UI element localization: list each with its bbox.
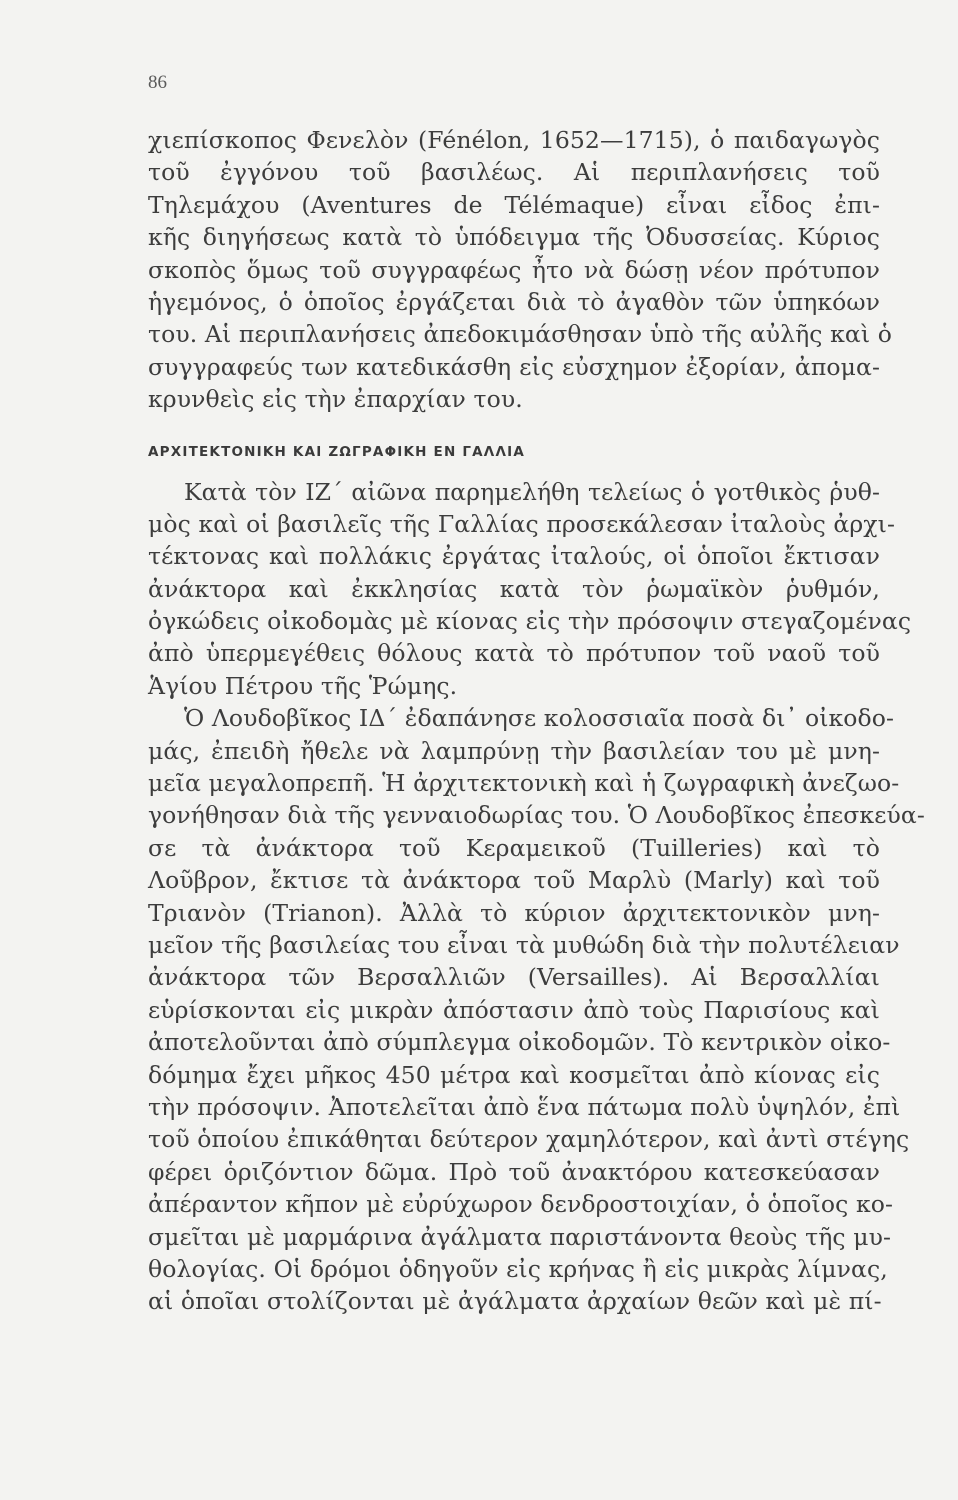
text-line: θολογίας. Οἱ δρόμοι ὁδηγοῦν εἰς κρήνας ἢ εἰς μικρὰς λίμνας, bbox=[148, 1254, 888, 1283]
section-heading: ΑΡΧΙΤΕΚΤΟΝΙΚΗ ΚΑΙ ΖΩΓΡΑΦΙΚΗ ΕΝ ΓΑΛΛΙΑ bbox=[148, 443, 525, 460]
page-number: 86 bbox=[148, 72, 167, 93]
text-line: κρυνθεὶς εἰς τὴν ἐπαρχίαν του. bbox=[148, 385, 523, 414]
text-line: μεῖον τῆς βασιλείας του εἶναι τὰ μυθώδη διὰ τὴν πολυτέλειαν bbox=[148, 930, 900, 959]
page-text bbox=[148, 124, 925, 1318]
text-line: σκοπὸς ὅμως τοῦ συγγραφέως ἦτο νὰ δώσῃ νέον πρότυπον bbox=[148, 255, 880, 284]
text-line: ἀπέραντον κῆπον μὲ εὐρύχωρον δενδροστοιχίαν, ὁ ὁποῖος κο- bbox=[148, 1190, 894, 1219]
text-line: Τριανὸν (Trianon). Ἀλλὰ τὸ κύριον ἀρχιτεκτονικὸν μνη- bbox=[148, 898, 880, 927]
text-line: κῆς διηγήσεως κατὰ τὸ ὑπόδειγμα τῆς Ὀδυσσείας. Κύριος bbox=[148, 223, 880, 252]
text-line: μὸς καὶ οἱ βασιλεῖς τῆς Γαλλίας προσεκάλεσαν ἰταλοὺς ἀρχι- bbox=[148, 509, 895, 538]
text-line: μάς, ἐπειδὴ ἤθελε νὰ λαμπρύνῃ τὴν βασιλείαν του μὲ μνη- bbox=[148, 736, 880, 765]
text-line: Ἁγίου Πέτρου τῆς Ῥώμης. bbox=[148, 671, 458, 700]
text-line: χιεπίσκοπος Φενελὸν (Fénélon, 1652—1715), ὁ παιδαγωγὸς bbox=[148, 126, 880, 154]
text-line: γονήθησαν διὰ τῆς γενναιοδωρίας του. Ὁ Λουδοβῖκος ἐπεσκεύα- bbox=[148, 801, 925, 830]
text-line: τὴν πρόσοψιν. Ἀποτελεῖται ἀπὸ ἕνα πάτωμα πολὺ ὑψηλόν, ἐπὶ bbox=[148, 1092, 901, 1121]
text-line: ἀνάκτορα τῶν Βερσαλλιῶν (Versailles). Αἱ Βερσαλλίαι bbox=[148, 963, 880, 992]
text-line: ἀπὸ ὑπερμεγέθεις θόλους κατὰ τὸ πρότυπον τοῦ ναοῦ τοῦ bbox=[148, 639, 880, 668]
text-line: ἀποτελοῦνται ἀπὸ σύμπλεγμα οἰκοδομῶν. Τὸ κεντρικὸν οἰκο- bbox=[148, 1028, 891, 1057]
text-line: ὀγκώδεις οἰκοδομὰς μὲ κίονας εἰς τὴν πρόσοψιν στεγαζομένας bbox=[148, 607, 912, 636]
text-line: δόμημα ἔχει μῆκος 450 μέτρα καὶ κοσμεῖται ἀπὸ κίονας εἰς bbox=[148, 1060, 880, 1089]
text-line: σε τὰ ἀνάκτορα τοῦ Κεραμεικοῦ (Tuilleries) καὶ τὸ bbox=[148, 833, 880, 862]
text-line: τέκτονας καὶ πολλάκις ἐργάτας ἰταλούς, οἱ ὁποῖοι ἔκτισαν bbox=[148, 542, 880, 571]
text-line: σμεῖται μὲ μαρμάρινα ἀγάλματα παριστάνοντα θεοὺς τῆς μυ- bbox=[148, 1222, 892, 1251]
text-line: εὑρίσκονται εἰς μικρὰν ἀπόστασιν ἀπὸ τοὺς Παρισίους καὶ bbox=[148, 995, 880, 1024]
text-line: τοῦ ὁποίου ἐπικάθηται δεύτερον χαμηλότερον, καὶ ἀντὶ στέγης bbox=[148, 1125, 910, 1154]
text-line: Τηλεμάχου (Aventures de Télémaque) εἶναι εἶδος ἐπι- bbox=[148, 190, 880, 219]
text-line: φέρει ὁριζόντιον δῶμα. Πρὸ τοῦ ἀνακτόρου κατεσκεύασαν bbox=[148, 1157, 880, 1186]
text-line: μεῖα μεγαλοπρεπῆ. Ἡ ἀρχιτεκτονικὴ καὶ ἡ ζωγραφικὴ ἀνεζωο- bbox=[148, 769, 900, 798]
text-line: του. Αἱ περιπλανήσεις ἀπεδοκιμάσθησαν ὑπὸ τῆς αὐλῆς καὶ ὁ bbox=[148, 320, 892, 349]
text-line: αἱ ὁποῖαι στολίζονται μὲ ἀγάλματα ἀρχαίων θεῶν καὶ μὲ πί- bbox=[148, 1287, 882, 1316]
text-line: ἀνάκτορα καὶ ἐκκλησίας κατὰ τὸν ῥωμαϊκὸν ῥυθμόν, bbox=[148, 574, 880, 603]
text-line: τοῦ ἐγγόνου τοῦ βασιλέως. Αἱ περιπλανήσεις τοῦ bbox=[148, 158, 880, 187]
text-line: Λοῦβρον, ἔκτισε τὰ ἀνάκτορα τοῦ Μαρλὺ (Marly) καὶ τοῦ bbox=[148, 866, 880, 895]
text-line: Ὁ Λουδοβῖκος ΙΔ´ ἐδαπάνησε κολοσσιαῖα ποσὰ δι᾽ οἰκοδο- bbox=[184, 704, 895, 733]
text-line: ἡγεμόνος, ὁ ὁποῖος ἐργάζεται διὰ τὸ ἀγαθὸν τῶν ὑπηκόων bbox=[148, 287, 880, 316]
text-line: συγγραφεύς των κατεδικάσθη εἰς εὐσχημον ἐξορίαν, ἀπομα- bbox=[148, 352, 880, 381]
text-line: Κατὰ τὸν ΙΖ´ αἰῶνα παρημελήθη τελείως ὁ γοτθικὸς ῥυθ- bbox=[184, 477, 880, 506]
